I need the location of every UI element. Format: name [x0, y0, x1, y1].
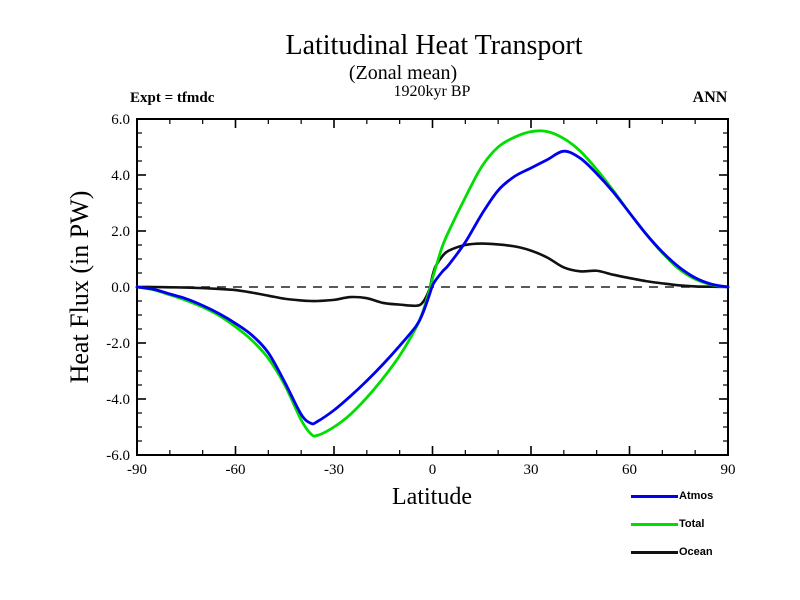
y-tick-label: 4.0 [111, 168, 130, 184]
chart-subtitle: (Zonal mean) [348, 62, 458, 84]
season-label: ANN [692, 89, 728, 106]
legend [631, 482, 713, 566]
x-tick-label: -60 [225, 462, 246, 478]
legend-item-ocean [631, 538, 713, 566]
y-tick-label: -6.0 [106, 448, 130, 464]
time-annotation: 1920kyr BP [393, 83, 471, 100]
x-tick-label: -90 [127, 462, 147, 478]
y-axis-label: Heat Flux (in PW) [65, 190, 94, 384]
legend-line-swatch [631, 495, 678, 498]
legend-label: Atmos [679, 490, 714, 502]
chart-title: Latitudinal Heat Transport [285, 30, 583, 61]
legend-item-total [631, 510, 713, 538]
legend-label: Total [679, 518, 705, 530]
x-axis-label: Latitude [392, 484, 472, 510]
x-tick-label: 0 [428, 462, 437, 478]
y-tick-label: 2.0 [111, 224, 130, 240]
y-tick-label: -4.0 [106, 392, 130, 408]
x-tick-label: 30 [523, 462, 539, 478]
y-tick-label: 6.0 [111, 112, 130, 128]
legend-label: Ocean [679, 546, 713, 558]
legend-line-swatch [631, 551, 678, 554]
legend-line-swatch [631, 523, 678, 526]
x-tick-label: -30 [324, 462, 344, 478]
experiment-label: Expt = tfmdc [130, 90, 215, 106]
x-tick-label: 60 [622, 462, 637, 478]
y-tick-label: -2.0 [106, 336, 130, 352]
legend-item-atmos [631, 482, 713, 510]
y-tick-label: 0.0 [111, 280, 130, 296]
x-tick-label: 90 [720, 462, 736, 478]
